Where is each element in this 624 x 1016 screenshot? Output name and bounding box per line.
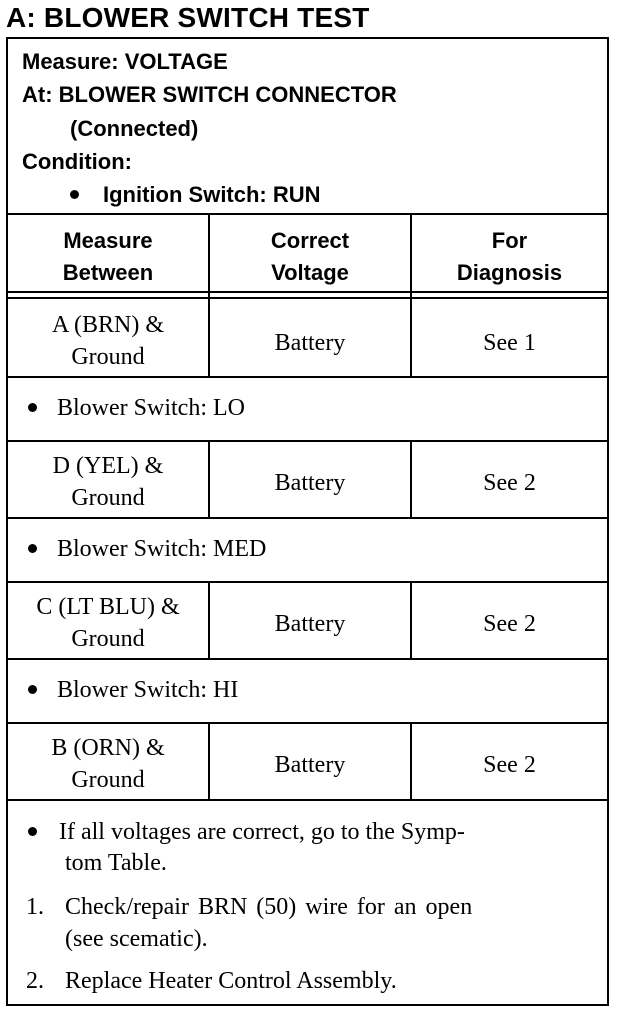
connected-label: (Connected)	[70, 116, 199, 141]
column-header-line: Voltage	[271, 260, 349, 285]
cell-line: B (ORN) &	[51, 735, 165, 761]
divider	[8, 440, 607, 442]
note-text: Replace Heater Control Assembly.	[65, 968, 397, 994]
column-header-measure-between	[8, 225, 208, 289]
bullet-icon	[28, 827, 37, 836]
condition-label: Condition:	[22, 149, 132, 174]
condition-text: Blower Switch: HI	[57, 677, 239, 703]
bullet-icon	[28, 544, 37, 553]
cell-line: D (YEL) &	[52, 453, 164, 479]
column-header-correct-voltage	[210, 225, 410, 289]
cell-line: Ground	[71, 344, 145, 370]
table-cell-diagnosis: See 1	[483, 330, 536, 356]
condition-text: Blower Switch: MED	[57, 536, 267, 562]
note-text: (see scematic).	[65, 926, 208, 952]
condition-row	[28, 677, 238, 704]
column-header-line: Diagnosis	[456, 260, 563, 285]
divider	[8, 581, 607, 583]
note-bullet	[28, 819, 465, 846]
divider	[8, 722, 607, 724]
table-cell-voltage: Battery	[274, 752, 346, 778]
bullet-icon	[28, 685, 37, 694]
table-cell-voltage: Battery	[274, 611, 346, 637]
divider	[8, 291, 607, 293]
condition-item	[70, 182, 321, 208]
page-title: A: BLOWER SWITCH TEST	[6, 2, 370, 33]
note-number: 1.	[26, 894, 44, 920]
table-cell-voltage: Battery	[274, 470, 346, 496]
table-cell-diagnosis: See 2	[483, 611, 536, 637]
table-cell-diagnosis: See 2	[483, 752, 536, 778]
measure-label: Measure: VOLTAGE	[22, 49, 228, 74]
divider	[8, 799, 607, 801]
divider	[8, 376, 607, 378]
note-number: 2.	[26, 968, 44, 994]
condition-row	[28, 395, 245, 422]
cell-line: Ground	[71, 767, 145, 793]
cell-line: Ground	[71, 485, 145, 511]
test-table	[6, 37, 609, 1006]
table-cell-voltage: Battery	[274, 330, 346, 356]
divider	[8, 517, 607, 519]
table-cell-diagnosis: See 2	[483, 470, 536, 496]
table-cell-between	[8, 732, 208, 796]
cell-line: Ground	[71, 626, 145, 652]
note-text: If all voltages are correct, go to the Symp-	[59, 819, 465, 845]
table-cell-between	[8, 450, 208, 514]
bullet-icon	[70, 190, 79, 199]
condition-text: Blower Switch: LO	[57, 395, 245, 421]
condition-item-text: Ignition Switch: RUN	[103, 182, 321, 207]
divider	[8, 213, 607, 215]
column-header-for-diagnosis	[412, 225, 607, 289]
column-header-line: Between	[62, 260, 154, 285]
bullet-icon	[28, 403, 37, 412]
note-text: tom Table.	[65, 850, 167, 876]
condition-row	[28, 536, 266, 563]
cell-line: C (LT BLU) &	[36, 594, 180, 620]
cell-line: A (BRN) &	[51, 312, 164, 338]
divider	[8, 658, 607, 660]
table-cell-between	[8, 591, 208, 655]
test-conditions	[8, 39, 607, 215]
column-header-line: For	[491, 228, 528, 253]
note-text: Check/repair BRN (50) wire for an open	[65, 894, 473, 920]
location-label: At: BLOWER SWITCH CONNECTOR	[22, 82, 397, 107]
column-header-line: Measure	[63, 228, 153, 253]
column-header-line: Correct	[270, 228, 350, 253]
divider	[8, 297, 607, 299]
table-cell-between	[8, 309, 208, 373]
